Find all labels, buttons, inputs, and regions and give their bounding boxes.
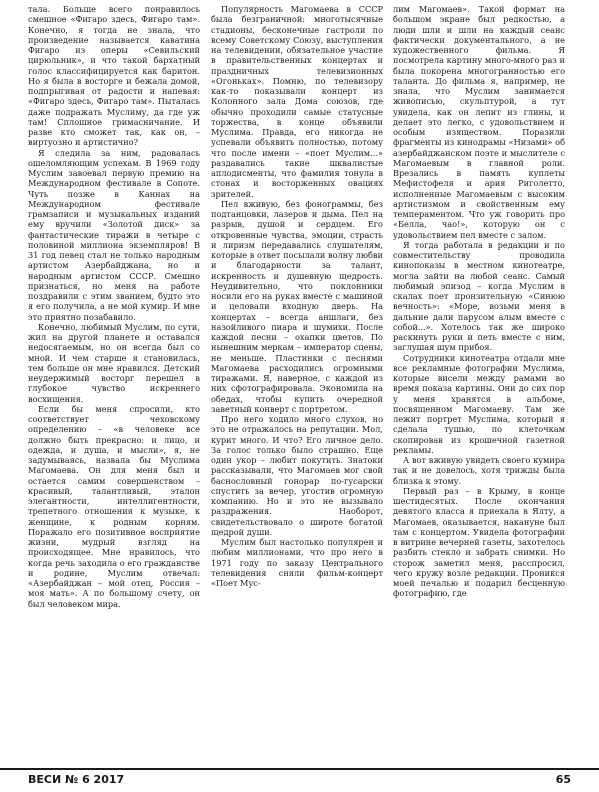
text-column-1 bbox=[28, 4, 200, 609]
paragraph: Муслим был настолько популярен и любим миллионами, что про него в 1971 году по заказу Центрального телевидения сняли фильм-концерт «Поет Мус- bbox=[211, 537, 383, 588]
paragraph: Я следила за ним, радовалась ошеломляющим успехам. В 1969 году Муслим завоевал первую премию на Международном фестивале в Сопоте. Чуть позже в Каннах на Международном фестивале грамзаписи и музыкальных изданий ему вручили «Золотой диск» за фантастические тиражи в четыре с половиной миллиона экземпляров! В 31 год певец стал не только народным артистом Азербайджана, но и народным артистом СССР. Смешно признаться, но меня на работе поздравили с этим званием, будто это я его получила, а не мой кумир. И мне это приятно позабавило. bbox=[28, 147, 200, 322]
paragraph: Популярность Магомаева в СССР была безграничной: многотысячные стадионы, бесконечные гастроли по всему Советскому Союзу, выступления на телевидении, обязательное участие в правительственных концертах и праздничных телевизионных «Огоньках». Помню, по телевизору как-то показывали концерт из Колонного зала Дома союзов, где обычно проходили самые статусные торжества, в конце объявили Муслима. Правда, его никогда не успевали объявить полностью, потому что после имени – «поет Муслим...» раздавались такие шквалистые аплодисменты, что фамилия тонула в стонах и восторженных овациях зрителей. bbox=[211, 4, 383, 199]
paragraph: А вот вживую увидеть своего кумира так и не довелось, хотя трижды была близка к этому. bbox=[393, 455, 565, 486]
paragraph: Первый раз – в Крыму, в конце шестидесятых. После окончания девятого класса я приехала в Ялту, а Магомаев, оказывается, накануне был там с концертом. Увидела фотографии в витрине вечерней газеты, захотелось разбить стекло и забрать снимки. Но сторож заметил меня, расспросил, чего кружу возле редакции. Проникся моей печалью и подарил бесценную фотографию, где bbox=[393, 485, 565, 599]
paragraph: Если бы меня спросили, кто соответствует чеховскому определению – «в человеке все должно быть прекрасно: и лицо, и одежда, и душа, и мысли», я, не задумываясь, назвала бы Муслима Магомаева. Он для меня был и остается самим совершенством – красивый, талантливый, эталон элегантности, интеллигентности, трепетного отношения к музыке, к женщине, к родным корням. Поражало его позитивное восприятие жизни, мудрый взгляд на происходящее. Мне нравилось, что когда речь заходила о его гражданстве и родине, Муслим отвечал: «Азербайджан – мой отец, Россия – моя мать». А по большому счету, он был человеком мира. bbox=[28, 403, 200, 609]
page-footer bbox=[0, 768, 599, 792]
paragraph: Я тогда работала в редакции и по совместительству проводила кинопоказы в местном кинотеатре, могла зайти на любой сеанс. Самый любимый эпизод – когда Муслим в скалах поет пронзительную «Синюю вечность»: «Море, возьми меня в дальние дали парусом алым вместе с собой...». Хотелось так же широко раскинуть руки и петь вместе с ним, заглушая шум прибоя. bbox=[393, 239, 565, 353]
paragraph: тала. Больше всего понравилось смешное «Фигаро здесь, Фигаро там». Конечно, я тогда не знала, что произведение называется каватина Фигаро из оперы «Севильский цирюльник», и что такой бархатный голос классифицируется как баритон. Но я была в восторге и бежала домой, подпрыгивая от радости и напевая: «Фигаро здесь, Фигаро там». Пыталась даже подражать Муслиму, да где уж там! Сплошное гримасничание. И разве кто сможет так, как он, – виртуозно и артистично? bbox=[28, 4, 200, 148]
paragraph: Про него ходило много слухов, но это не отражалось на репутации. Мол, курит много. И что? Его личное дело. За голос только было страшно. Еще один укор – любит покутить. Знатоки рассказывали, что Магомаев мог свой баснословный гонорар по-гусарски спустить за вечер, угостив огромную компанию. Но и это не вызывало раздражения. Наоборот, свидетельствовало о широте богатой щедрой души. bbox=[211, 414, 383, 537]
paragraph: лим Магомаев». Такой формат на большом экране был редкостью, а люди шли и шли на каждый сеанс фактически документального, а не художественного фильма. Я посмотрела картину много-много раз и была покорена многогранностью его таланта. До фильма я, например, не знала, что Муслим занимается живописью, скульптурой, а тут увидела, как он лепит из глины, и делает это легко, с удовольствием и особым изяществом. Поразили фрагменты из кинодрамы «Низами» об азербайджанском поэте и мыслителе с Магомаевым в главной роли. Врезались в память куплеты Мефистофеля и ария Риголетто, исполненные Магомаевым с высоким артистизмом и свойственным ему темпераментом. Что уж говорить про «Белла, чао!», которую он с удовольствием пел вместе с залом. bbox=[393, 4, 565, 240]
paragraph: Пел вживую, без фонограммы, без подтанцовки, лазеров и дыма. Пел на разрыв, душой и сердцем. Его откровенные чувства, эмоции, страсть и лиризм передавались слушателям, которые в ответ посылали волну любви и благодарности за талант, искренность и душевную щедрость. Неудивительно, что поклонники носили его на руках вместе с машиной и целовали входную дверь. На концертах – всегда аншлаги, без назойливого пиара и шумихи. После каждой песни – охапки цветов. По нынешним меркам – император сцены, не меньше. Пластинки с песнями Магомаева расходились огромными тиражами. Я, наверное, с каждой из них сфотографировала. Экономила на обедах, чтобы купить очередной заветный конверт с портретом. bbox=[211, 198, 383, 414]
text-column-2 bbox=[211, 4, 383, 588]
text-column-3 bbox=[393, 4, 565, 599]
paragraph: Конечно, любимый Муслим, по сути, жил на другой планете и оставался недосягаемым, но он всегда был со мной. И чем старше я становилась, тем больше он мне нравился. Детский неудержимый восторг перешел в глубокое чувство искреннего восхищения. bbox=[28, 321, 200, 404]
page-number: 65 bbox=[555, 773, 571, 786]
magazine-issue: ВЕСИ № 6 2017 bbox=[28, 773, 125, 786]
paragraph: Сотрудники кинотеатра отдали мне все рекламные фотографии Муслима, которые висели между рамами во время показа картины. Они до сих пор у меня хранятся в альбоме, посвященном Магомаеву. Там же лежит портрет Муслима, который я сделала тушью, по клеточкам скопировав из крошечной газетной рекламы. bbox=[393, 352, 565, 455]
